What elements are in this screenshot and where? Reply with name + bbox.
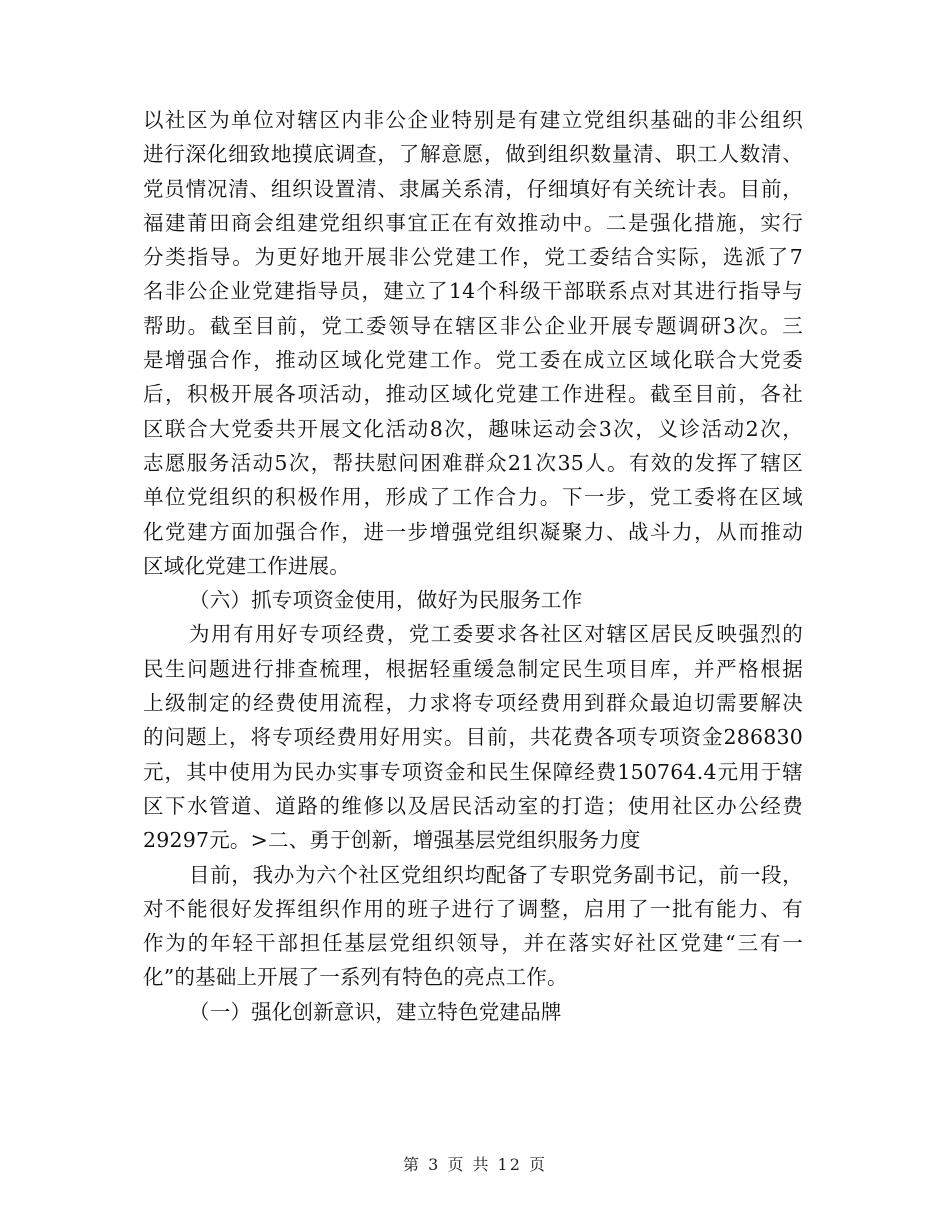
text-line: 志愿服务活动5次，帮扶慰问困难群众21次35人。有效的发挥了辖区 [143, 450, 803, 475]
text-line: 作为的年轻干部担任基层党组织领导，并在落实好社区党建“三有一 [143, 931, 803, 956]
text-line: 是增强合作，推动区域化党建工作。党工委在成立区域化联合大党委 [143, 348, 803, 373]
text-line: 上级制定的经费使用流程，力求将专项经费用到群众最迫切需要解决 [143, 691, 803, 716]
section-heading: （一）强化创新意识，建立特色党建品牌 [189, 999, 562, 1024]
text-line: 民生问题进行排查梳理，根据轻重缓急制定民生项目库，并严格根据 [143, 656, 803, 681]
text-line: 分类指导。为更好地开展非公党建工作，党工委结合实际，选派了7 [143, 245, 803, 270]
text-line: 以社区为单位对辖区内非公企业特别是有建立党组织基础的非公组织 [143, 108, 803, 132]
text-line: 帮助。截至目前，党工委领导在辖区非公企业开展专题调研3次。三 [143, 313, 803, 338]
text-line: 为用有用好专项经费，党工委要求各社区对辖区居民反映强烈的 [189, 622, 803, 647]
body-text [143, 103, 803, 1029]
text-line: 化”的基础上开展了一系列有特色的亮点工作。 [143, 965, 568, 990]
section-heading: （六）抓专项资金使用，做好为民服务工作 [189, 588, 583, 613]
text-line: 对不能很好发挥组织作用的班子进行了调整，启用了一批有能力、有 [143, 896, 803, 921]
text-line: 区下水管道、道路的维修以及居民活动室的打造；使用社区办公经费 [143, 793, 803, 818]
text-line: 区域化党建工作进展。 [143, 553, 350, 578]
text-line: 化党建方面加强合作，进一步增强党组织凝聚力、战斗力，从而推动 [143, 519, 803, 544]
text-line: 党员情况清、组织设置清、隶属关系清，仔细填好有关统计表。目前， [143, 176, 803, 201]
text-line: 进行深化细致地摸底调查，了解意愿，做到组织数量清、职工人数清、 [143, 142, 803, 167]
text-line: 的问题上，将专项经费用好用实。目前，共花费各项专项资金286830 [143, 725, 803, 750]
page-footer: 第 3 页 共 12 页 [403, 1155, 547, 1174]
text-line: 单位党组织的积极作用，形成了工作合力。下一步，党工委将在区域 [143, 485, 803, 510]
text-line: 福建莆田商会组建党组织事宜正在有效推动中。二是强化措施，实行 [143, 210, 803, 235]
text-line: 29297元。>二、勇于创新，增强基层党组织服务力度 [143, 828, 641, 853]
text-line: 区联合大党委共开展文化活动8次，趣味运动会3次，义诊活动2次， [143, 416, 803, 441]
text-line: 名非公企业党建指导员，建立了14个科级干部联系点对其进行指导与 [143, 279, 803, 304]
text-line: 目前，我办为六个社区党组织均配备了专职党务副书记，前一段， [189, 862, 803, 887]
text-line: 元，其中使用为民办实事专项资金和民生保障经费150764.4元用于辖 [143, 759, 803, 784]
text-line: 后，积极开展各项活动，推动区域化党建工作进程。截至目前，各社 [143, 382, 803, 407]
